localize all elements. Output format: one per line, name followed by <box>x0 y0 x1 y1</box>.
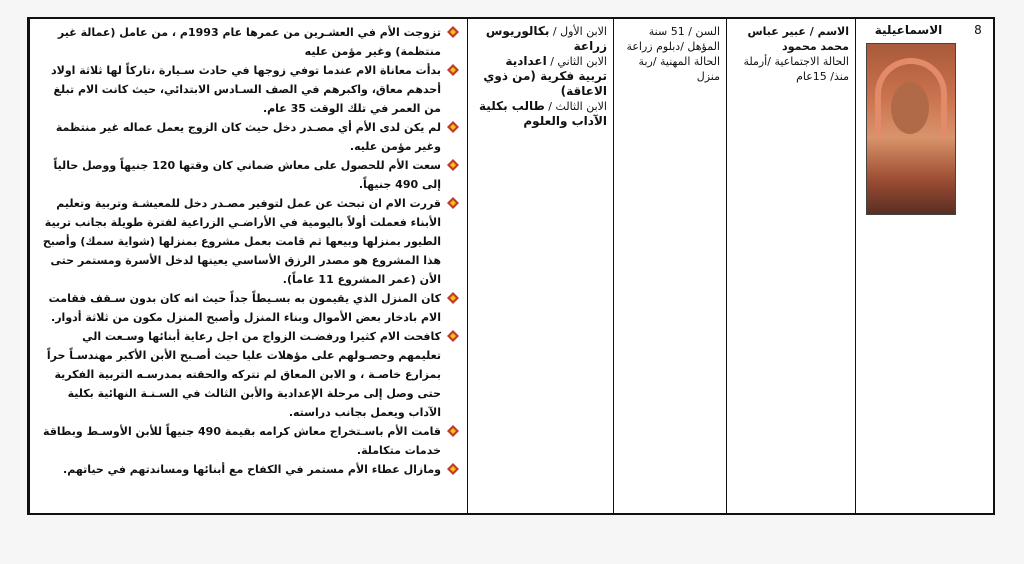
bullet-icon <box>447 64 459 76</box>
qualification-line: المؤهل /دبلوم زراعة <box>626 40 720 53</box>
story-item: سعت الأم للحصول على معاش ضماني كان وقتها 120 جنيهاً ووصل حالياً إلى 490 جنيهاً. <box>36 156 459 194</box>
governorate-photo-cell <box>855 19 961 513</box>
row-number: 8 <box>974 23 982 37</box>
bullet-icon <box>447 463 459 475</box>
son-prefix: الابن الأول / <box>549 25 607 38</box>
person-name: الاسم / عبير عباس محمد محمود <box>747 25 849 53</box>
story-item: بدأت معاناة الام عندما توفي زوجها في حادث سـيارة ،تاركاً لها ثلاثة اولاد أحدهم معاق، واكبرهم في الصف السـادس الابتدائي، حيث كانت الام تبلغ من العمر في تلك الوقت 35 عام. <box>36 61 459 118</box>
son-prefix: الابن الثالث / <box>544 100 607 113</box>
portrait-photo <box>866 43 956 215</box>
bullet-icon <box>447 159 459 171</box>
job-line: الحالة المهنية /ربة منزل <box>638 55 720 83</box>
row-number-cell <box>961 19 995 513</box>
story-cell <box>29 19 467 513</box>
bullet-icon <box>447 197 459 209</box>
story-item: قررت الام ان تبحث عن عمل لتوفير مصـدر دخل للمعيشـة وتربية وتعليم الأبناء فعملت أولاً باليومية في الأراضـي الزراعية لفترة طويلة بجانب تربية الطيور بمنزلها وبيعها ثم قامت بعمل مشروع بمنزلها (شواية سمك) وأصبح هذا المشروع هو مصدر الرزق الأساسي يعينها لدخل الأسرة ومستمر حتى الأن (عمر المشروع 11 عاماً). <box>36 194 459 289</box>
story-list <box>36 23 459 479</box>
bullet-icon <box>447 121 459 133</box>
son-entry <box>474 24 607 54</box>
son-entry <box>474 99 607 129</box>
bullet-icon <box>447 330 459 342</box>
face-shape <box>891 82 929 134</box>
story-item: كان المنزل الذي يقيمون به بسـيطاً جداً حيث انه كان بدون سـقف فقامت الام بادخار بعض الأموال وبناء المنزل وأصبح المنزل مكون من ثلاثة أدوار. <box>36 289 459 327</box>
children-cell <box>467 19 613 513</box>
name-cell <box>726 19 855 513</box>
bullet-icon <box>447 425 459 437</box>
son-prefix: الابن الثاني / <box>546 55 607 68</box>
bullet-icon <box>447 26 459 38</box>
story-item: لم يكن لدى الأم أي مصـدر دخل حيث كان الزوج يعمل عماله غير منتظمة وغير مؤمن عليه. <box>36 118 459 156</box>
age-line: السن / 51 سنة <box>648 25 720 38</box>
marital-status: الحالة الاجتماعية /أرملة منذ/ 15عام <box>743 55 849 83</box>
son-value: اعدادية تربية فكرية (من ذوي الاعاقة) <box>483 54 607 98</box>
governorate-name: الاسماعيلية <box>874 23 943 37</box>
story-item: كافحت الام كثيرا ورفضـت الزواج من اجل رعاية أبنائها وسـعت الي تعليمهم وحصـولهم على مؤهلات عليا حيث أصـبح الأبن الأكبر مهندسـاً حراً بمزارع خاصـة ، و الابن المعاق لم تتركه والحقته بمدرسـه التربية الفكرية حتى وصل إلى مرحلة الإعدادية والأبن الثالث في السـنـة النهائية بكلية الآداب ويعمل بجانب دراسته. <box>36 327 459 422</box>
bullet-icon <box>447 292 459 304</box>
story-item: تزوجت الأم في العشـرين من عمرها عام 1993م ، من عامل (عمالة غير منتظمة) وغير مؤمن عليه <box>36 23 459 61</box>
story-item: قامت الأم باسـتخراج معاش كرامه بقيمة 490 جنيهاً للأبن الأوسـط وبطاقة خدمات متكاملة. <box>36 422 459 460</box>
son-value: طالب بكلية الآداب والعلوم <box>479 99 607 128</box>
profile-table-row <box>27 17 995 515</box>
age-qualification-cell <box>613 19 726 513</box>
son-value: بكالوريوس زراعة <box>485 24 607 53</box>
son-entry <box>474 54 607 99</box>
story-item: ومازال عطاء الأم مستمر في الكفاح مع أبنائها ومساندتهم في حياتهم. <box>36 460 459 479</box>
